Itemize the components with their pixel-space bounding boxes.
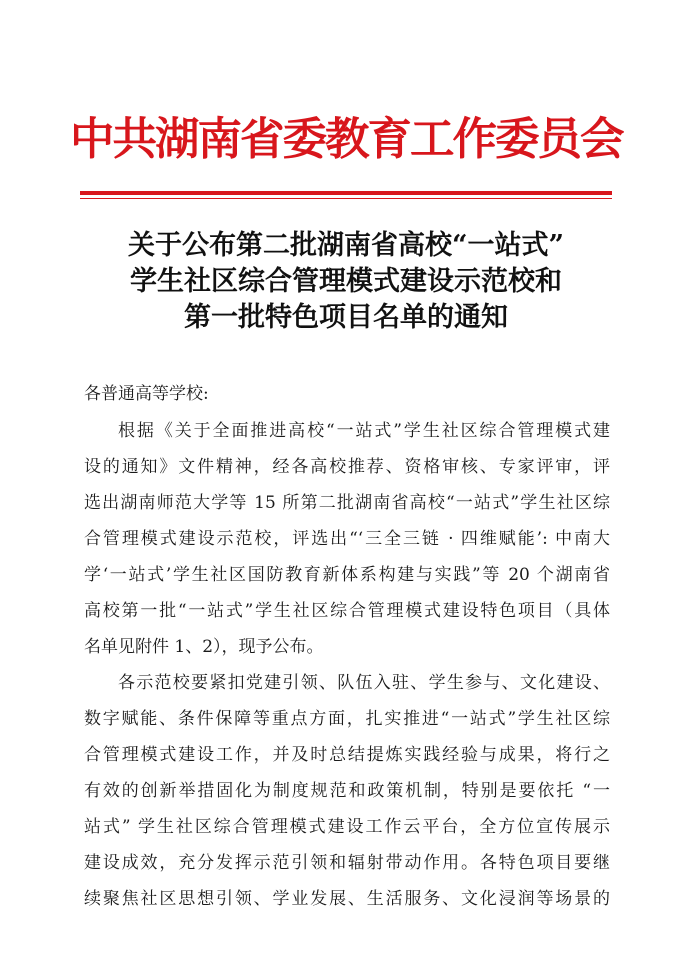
paragraph-2-line-5: 站式” 学生社区综合管理模式建设工作云平台，全方位宣传展示 [84,817,610,837]
paragraph-2-line-2: 数字赋能、条件保障等重点方面，扎实推进“一站式”学生社区综 [84,709,610,729]
paragraph-2-line-7: 续聚焦社区思想引领、学业发展、生活服务、文化浸润等场景的 [84,889,610,909]
salutation: 各普通高等学校: [84,384,209,404]
organization-header: 中共湖南省委教育工作委员会 [70,113,623,165]
paragraph-1-line-2: 设的通知》文件精神，经各高校推荐、资格审核、专家评审，评 [84,457,610,477]
paragraph-2-line-3: 合管理模式建设工作，并及时总结提炼实践经验与成果，将行之 [84,745,610,765]
paragraph-2-line-1: 各示范校要紧扣党建引领、队伍入驻、学生参与、文化建设、 [118,673,610,693]
title-line-1: 关于公布第二批湖南省高校“一站式” [127,230,565,261]
title-line-3: 第一批特色项目名单的通知 [184,302,508,333]
paragraph-2-line-4: 有效的创新举措固化为制度规范和政策机制，特别是要依托 “一 [84,781,610,801]
paragraph-1-line-7: 名单见附件 1、2），现予公布。 [84,637,324,657]
red-divider-thin [80,198,612,199]
paragraph-1-line-5: 学‘一站式’学生社区国防教育新体系构建与实践”等 20 个湖南省 [84,565,610,585]
paragraph-1-line-1: 根据《关于全面推进高校“一站式”学生社区综合管理模式建 [118,421,610,441]
paragraph-2-line-6: 建设成效，充分发挥示范引领和辐射带动作用。各特色项目要继 [84,853,610,873]
document-title [70,228,622,336]
paragraph-1-line-4: 合管理模式建设示范校，评选出“‘三全三链 · 四维赋能’: 中南大 [84,529,610,549]
title-line-2: 学生社区综合管理模式建设示范校和 [130,266,562,297]
paragraph-1-line-6: 高校第一批“一站式”学生社区综合管理模式建设特色项目（具体 [84,601,610,621]
red-divider-thick [80,191,612,195]
paragraph-1-line-3: 选出湖南师范大学等 15 所第二批湖南省高校“一站式”学生社区综 [84,493,610,513]
